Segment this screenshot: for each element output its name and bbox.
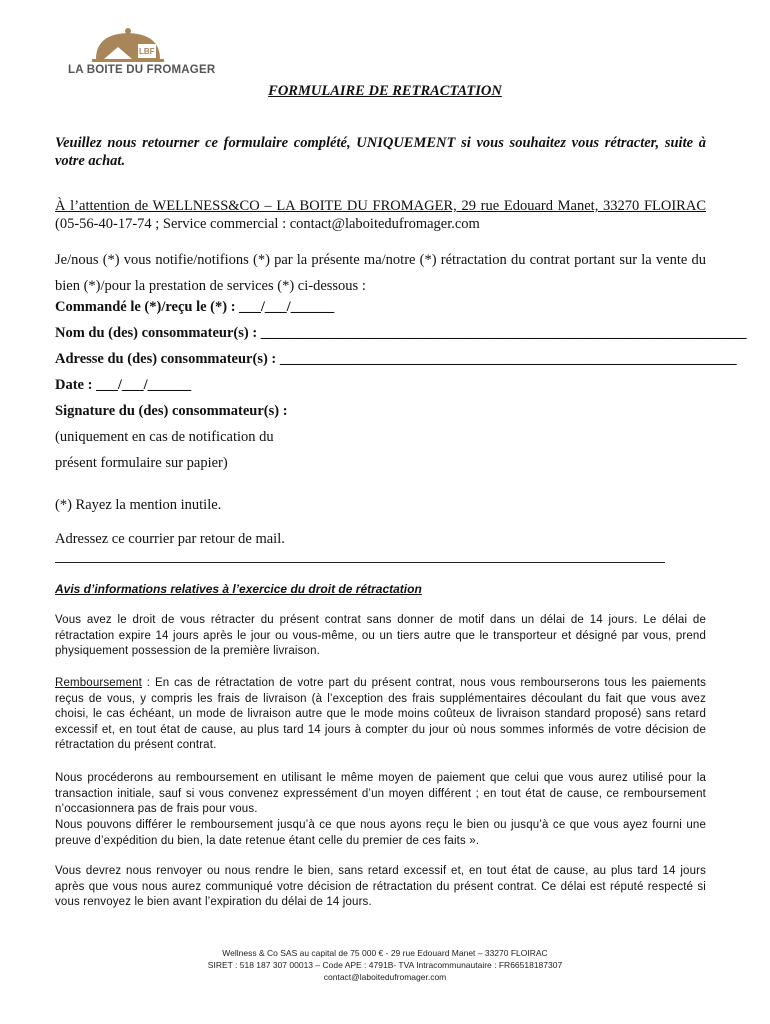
commande-field[interactable]: Commandé le (*)/reçu le (*) : ___/___/______ <box>55 299 335 315</box>
avis-title: Avis d’informations relatives à l’exercice du droit de rétractation <box>55 582 422 596</box>
footer-line-2: SIRET : 518 187 307 00013 – Code APE : 4791B- TVA Intracommunautaire : FR66518187307 <box>207 960 563 970</box>
paragraph-delai: Vous avez le droit de vous rétracter du présent contrat sans donner de motif dans un délai de 14 jours. Le délai de rétractation expire 14 jours après le jour ou vous-même, ou un tiers autre que le transporteur et désigné par vous, prend physiquement possession de la première livraison. <box>55 614 706 657</box>
signature-note-1: (uniquement en cas de notification du <box>55 429 274 445</box>
notification-text: Je/nous (*) vous notifie/notifions (*) par la présente ma/notre (*) rétractation du contrat portant sur la vente du bien (*)/pour la prestation de services (*) ci-dessous : <box>55 252 706 294</box>
page-title: FORMULAIRE DE RETRACTATION <box>268 83 502 99</box>
logo-text: LA BOITE DU FROMAGER <box>68 64 216 76</box>
logo-badge: LBF <box>139 47 155 56</box>
paragraph-differer: Nous pouvons différer le remboursement jusqu’à ce que nous ayons reçu le bien ou jusqu’à ce que vous ayez fourni une preuve d’expédition du bien, la date retenue étant celle du premier de ces faits ». <box>55 819 706 847</box>
nom-field[interactable]: Nom du (des) consommateur(s) : ___________________________________________________________________ <box>55 325 747 341</box>
footer-line-1: Wellness & Co SAS au capital de 75 000 € - 29 rue Edouard Manet – 33270 FLOIRAC <box>222 948 548 958</box>
attention-contact: (05-56-40-17-74 ; Service commercial : contact@laboitedufromager.com <box>55 216 480 232</box>
adressez-note: Adressez ce courrier par retour de mail. <box>55 531 285 547</box>
paragraph-remboursement <box>55 676 706 754</box>
footer-email: contact@laboitedufromager.com <box>323 972 447 982</box>
remboursement-label: Remboursement <box>55 677 142 689</box>
signature-note-2: présent formulaire sur papier) <box>55 455 228 471</box>
signature-field[interactable]: Signature du (des) consommateur(s) : <box>55 403 288 419</box>
date-field[interactable]: Date : ___/___/______ <box>55 377 192 393</box>
footer <box>0 947 770 983</box>
attention-address <box>55 197 706 233</box>
separator-line <box>55 562 665 563</box>
mention-note: (*) Rayez la mention inutile. <box>55 497 222 513</box>
remboursement-text: : En cas de rétractation de votre part du présent contrat, nous vous rembourserons tous les paiements reçus de vous, y compris les frais de livraison (à l’exception des frais supplémentaires découlant du fait que vous avez choisi, le cas échéant, un mode de livraison autre que le mode moins coûteux de livraison standard proposé) sans retard excessif et, en tout état de cause, au plus tard 14 jours à compter du jour où nous sommes informés de votre décision de rétractation du présent contrat. <box>55 677 706 751</box>
paragraph-renvoi: Vous devrez nous renvoyer ou nous rendre le bien, sans retard excessif et, en tout état de cause, au plus tard 14 jours après que vous nous aurez communiqué votre décision de rétractation du présent contrat. Ce délai est réputé respecté si vous renvoyez le bien avant l’expiration du délai de 14 jours. <box>55 865 706 908</box>
attention-underlined: À l’attention de WELLNESS&CO – LA BOITE DU FROMAGER, 29 rue Edouard Manet, 33270 FLOIRAC <box>55 198 706 214</box>
intro-text: Veuillez nous retourner ce formulaire complété, UNIQUEMENT si vous souhaitez vous rétracter, suite à votre achat. <box>55 135 706 169</box>
adresse-field[interactable]: Adresse du (des) consommateur(s) : _______________________________________________________________ <box>55 351 737 367</box>
paragraph-moyen-paiement: Nous procéderons au remboursement en utilisant le même moyen de paiement que celui que vous aurez utilisé pour la transaction initiale, sauf si vous convenez expressément d’un moyen différent ; en tout état de cause, ce remboursement n’occasionnera pas de frais pour vous. <box>55 772 706 815</box>
